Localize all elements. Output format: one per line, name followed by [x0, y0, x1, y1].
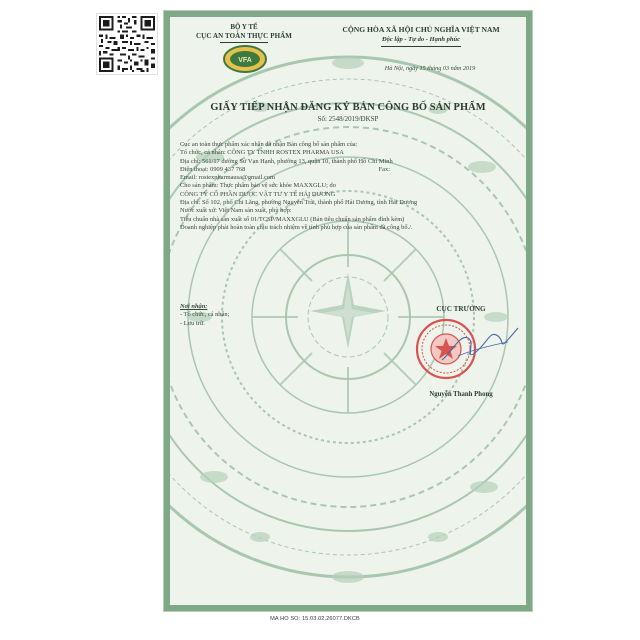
ministry-header	[178, 23, 310, 43]
contact-line	[180, 166, 390, 174]
recipient-item: - Lưu trữ.	[180, 319, 205, 327]
document-body	[180, 141, 526, 232]
manufacturer-address-line: Địa chỉ: Số 102, phố Chi Lăng, phường Nguyễn Trãi, thành phố Hải Dương, tỉnh Hải Dương	[180, 199, 418, 207]
fax-line: Fax:	[378, 165, 390, 173]
header-rule	[220, 42, 268, 43]
national-header	[312, 25, 530, 47]
signature-icon	[438, 322, 520, 368]
qr-code-icon	[97, 14, 157, 74]
commitment-line: Doanh nghiệp phải hoàn toàn chịu trách nhiệm về tính phù hợp của sản phẩm đã công bố./.	[180, 223, 413, 231]
document-title: GIẤY TIẾP NHẬN ĐĂNG KÝ BẢN CÔNG BỐ SẢN PHẨM	[210, 102, 486, 113]
standard-line: Tiêu chuẩn nhà sản xuất số 01/TCSP/MAXXGLU (Bản tiêu chuẩn sản phẩm đính kèm)	[180, 215, 405, 223]
email-line: Email: rostexpharmausa@gmail.com	[180, 174, 275, 182]
national-motto: Độc lập - Tự do - Hạnh phúc	[381, 36, 461, 43]
recipient-item: - Tổ chức, cá nhân;	[180, 311, 230, 319]
logo-text: VFA	[238, 57, 252, 64]
origin-line: Nước xuất xứ: Việt Nam sản xuất, phù hợp:	[180, 207, 292, 215]
intro-line: Cục an toàn thực phẩm xác nhận đã nhận Bản công bố sản phẩm của:	[180, 141, 358, 148]
vfa-logo-icon	[222, 44, 268, 74]
address-line: Địa chỉ: 561/17 đường Sư Vạn Hạnh, phường 13, quận 10, thành phố Hồ Chí Minh	[180, 157, 393, 165]
manufacturer-line: CÔNG TY CỔ PHẦN DƯỢC VẬT TƯ Y TẾ HẢI DƯƠNG	[180, 190, 336, 198]
dossier-code: MA HO SO: 15.03.02.26077.DKCB	[270, 616, 360, 622]
department-name: CỤC AN TOÀN THỰC PHẨM	[196, 32, 292, 40]
issue-date: Hà Nội, ngày 15 tháng 03 năm 2019	[384, 65, 476, 72]
organization-line: Tổ chức, cá nhân: CÔNG TY TNHH ROSTEX PHARMA USA	[180, 149, 344, 157]
phone-line: Điện thoại: 0909 437 768	[180, 165, 246, 173]
certificate-document	[164, 11, 532, 611]
document-number: Số: 2548/2019/ĐKSP	[317, 115, 379, 123]
product-line: Cho sản phẩm: Thực phẩm bảo vệ sức khỏe MAXXGLU; do	[180, 182, 336, 190]
ministry-name: BỘ Y TẾ	[230, 23, 258, 31]
country-name: CỘNG HÒA XÃ HỘI CHỦ NGHĨA VIỆT NAM	[342, 25, 500, 34]
signer-name: Nguyễn Thanh Phong	[429, 391, 493, 398]
director-title: CỤC TRƯỞNG	[436, 305, 486, 313]
motto-rule	[381, 46, 461, 47]
qr-code	[96, 13, 158, 75]
recipients-block	[180, 303, 300, 328]
recipients-heading: Nơi nhận:	[180, 303, 208, 310]
